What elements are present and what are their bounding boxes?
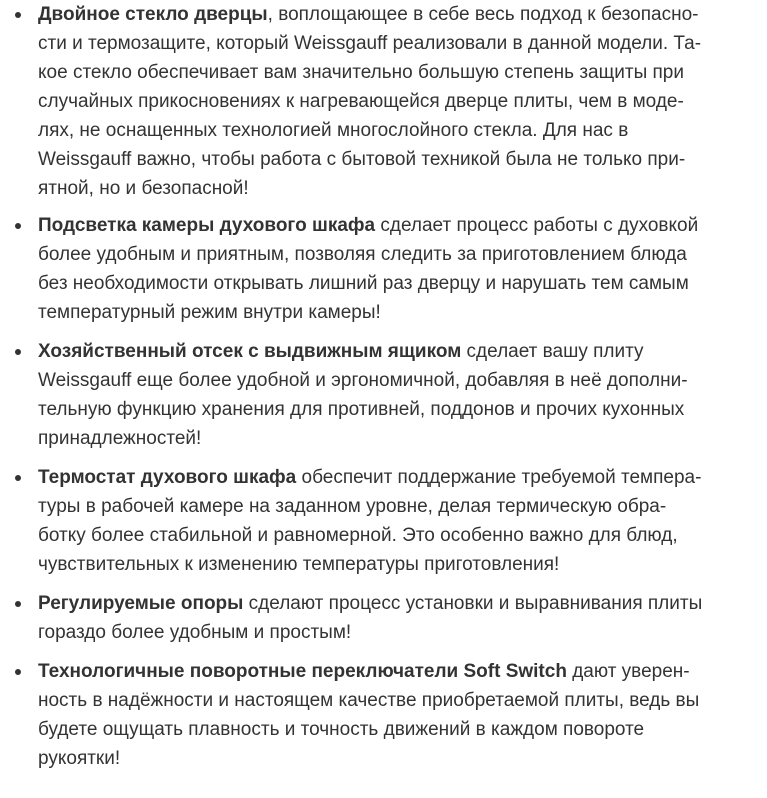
feature-text-line (38, 686, 753, 715)
feature-text-line (38, 269, 753, 298)
feature-text-line (38, 744, 753, 773)
feature-item (0, 463, 753, 579)
feature-text (38, 589, 753, 647)
feature-text-line (38, 463, 753, 492)
feature-title: Подсветка камеры духового шкафа (38, 215, 376, 236)
feature-text-line (38, 240, 753, 269)
feature-text-line (38, 0, 753, 29)
feature-description: дают уверен- (566, 661, 690, 682)
feature-text-line (38, 87, 753, 116)
feature-description: сделает вашу плиту (461, 341, 644, 362)
feature-text (38, 337, 753, 453)
feature-text (38, 657, 753, 773)
feature-text-line (38, 715, 753, 744)
feature-item (0, 589, 753, 647)
feature-text-line (38, 211, 753, 240)
feature-text-line (38, 145, 753, 174)
feature-text-line (38, 521, 753, 550)
feature-description: туры в рабочей камере на заданном уровне, делая термическую обра- (38, 496, 667, 517)
feature-description: Weissgauff важно, чтобы работа с бытовой техникой была не только при- (38, 149, 686, 170)
feature-description: будете ощущать плавность и точность движений в каждом повороте (38, 719, 645, 740)
feature-description: принадлежностей! (38, 428, 202, 449)
feature-description: чувствительных к изменению температуры приготовления! (38, 554, 560, 575)
feature-text-line (38, 589, 753, 618)
feature-description: лях, не оснащенных технологией многослойного стекла. Для нас в (38, 120, 629, 141)
feature-description: сделают процесс установки и выравнивания плиты (243, 593, 703, 614)
feature-description: Weissgauff еще более удобной и эргономичной, добавляя в неё дополни- (38, 370, 688, 391)
feature-description: случайных прикосновениях к нагревающейся дверце плиты, чем в моде- (38, 91, 684, 112)
feature-title: Хозяйственный отсек с выдвижным ящиком (38, 341, 462, 362)
bullet-icon (15, 669, 21, 675)
feature-description: тельную функцию хранения для противней, поддонов и прочих кухонных (38, 399, 685, 420)
feature-text-line (38, 58, 753, 87)
feature-text-line (38, 116, 753, 145)
bullet-icon (15, 12, 21, 18)
feature-item (0, 657, 753, 773)
feature-description: более удобным и приятным, позволяя следить за приготовлением блюда (38, 244, 687, 265)
feature-item (0, 337, 753, 453)
feature-text-line (38, 657, 753, 686)
feature-text (38, 0, 753, 203)
bullet-icon (15, 223, 21, 229)
feature-description: ятной, но и безопасной! (38, 178, 249, 199)
feature-text-line (38, 29, 753, 58)
bullet-icon (15, 475, 21, 481)
feature-text-line (38, 366, 753, 395)
feature-text-line (38, 424, 753, 453)
feature-title: Технологичные поворотные переключатели Soft Switch (38, 661, 567, 682)
bullet-icon (15, 349, 21, 355)
bullet-icon (15, 601, 21, 607)
feature-description: кое стекло обеспечивает вам значительно большую степень защиты при (38, 62, 684, 83)
feature-description: ность в надёжности и настоящем качестве приобретаемой плиты, ведь вы (38, 690, 700, 711)
feature-description: температурный режим внутри камеры! (38, 302, 381, 323)
feature-text-line (38, 492, 753, 521)
feature-text (38, 211, 753, 327)
feature-description: , воплощающее в себе весь подход к безопасно- (267, 4, 699, 25)
feature-description: рукоятки! (38, 748, 121, 769)
feature-description: сти и термозащите, который Weissgauff реализовали в данной модели. Та- (38, 33, 702, 54)
feature-text-line (38, 337, 753, 366)
feature-description: ботку более стабильной и равномерной. Это особенно важно для блюд, (38, 525, 678, 546)
feature-item (0, 0, 753, 203)
feature-description: без необходимости открывать лишний раз дверцу и нарушать тем самым (38, 273, 689, 294)
feature-text-line (38, 298, 753, 327)
feature-title: Регулируемые опоры (38, 593, 244, 614)
feature-text-line (38, 395, 753, 424)
feature-text (38, 463, 753, 579)
feature-text-line (38, 550, 753, 579)
feature-text-line (38, 174, 753, 203)
feature-text-line (38, 618, 753, 647)
feature-description: сделает процесс работы с духовкой (375, 215, 699, 236)
feature-item (0, 211, 753, 327)
feature-title: Двойное стекло дверцы (38, 4, 268, 25)
feature-description: обеспечит поддержание требуемой темпера- (296, 467, 702, 488)
feature-title: Термостат духового шкафа (38, 467, 297, 488)
feature-description: гораздо более удобным и простым! (38, 622, 352, 643)
